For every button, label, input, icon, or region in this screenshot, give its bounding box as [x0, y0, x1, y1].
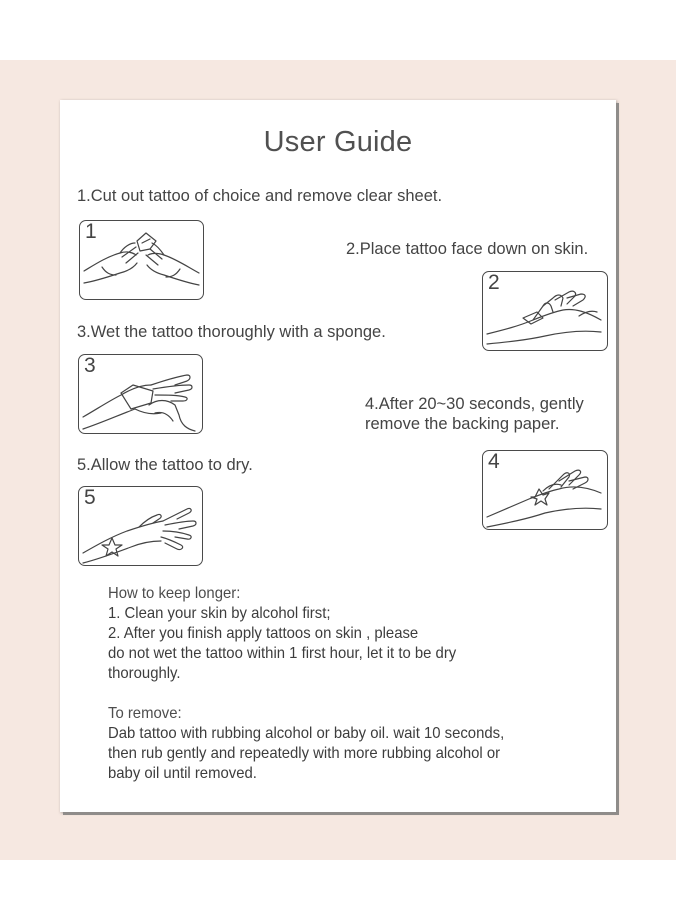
step-5-number: 5	[84, 486, 96, 509]
step-4-illustration	[482, 450, 608, 530]
step-4-text-line-2: remove the backing paper.	[365, 415, 560, 433]
keep-longer-line: 2. After you finish apply tattoos on skin , please	[108, 625, 419, 642]
remove-section	[108, 704, 504, 784]
step-3-illustration	[78, 354, 203, 434]
user-guide-sheet	[60, 100, 616, 812]
step-4-number: 4	[488, 450, 500, 473]
keep-longer-section	[108, 584, 456, 684]
keep-longer-heading: How to keep longer:	[108, 585, 241, 602]
step-2-illustration	[482, 271, 608, 351]
step-2-text: 2.Place tattoo face down on skin.	[346, 240, 589, 258]
step-4-text	[365, 394, 584, 434]
step-4-text-line-1: 4.After 20~30 seconds, gently	[365, 395, 584, 413]
step-1-illustration	[79, 220, 204, 300]
step-1-number: 1	[85, 220, 97, 243]
page-title: User Guide	[263, 126, 413, 158]
keep-longer-line: do not wet the tattoo within 1 first hour, let it to be dry	[108, 645, 457, 662]
remove-line: Dab tattoo with rubbing alcohol or baby oil. wait 10 seconds,	[108, 725, 505, 742]
hand-peeling-backing-icon	[483, 451, 607, 529]
remove-line: baby oil until removed.	[108, 765, 257, 782]
remove-line: then rub gently and repeatedly with more rubbing alcohol or	[108, 745, 501, 762]
step-5-text: 5.Allow the tattoo to dry.	[77, 456, 253, 474]
remove-heading: To remove:	[108, 705, 182, 722]
hand-sponge-icon	[79, 355, 202, 433]
step-3-number: 3	[84, 354, 96, 377]
keep-longer-line: thoroughly.	[108, 665, 181, 682]
keep-longer-line: 1. Clean your skin by alcohol first;	[108, 605, 331, 622]
step-3-text: 3.Wet the tattoo thoroughly with a sponge.	[77, 323, 386, 341]
step-1-text: 1.Cut out tattoo of choice and remove clear sheet.	[77, 187, 443, 205]
step-2-number: 2	[488, 271, 500, 294]
hand-with-star-tattoo-icon	[79, 487, 202, 565]
step-5-illustration	[78, 486, 203, 566]
hand-placing-tattoo-icon	[483, 272, 607, 350]
hands-peeling-icon	[80, 221, 203, 299]
